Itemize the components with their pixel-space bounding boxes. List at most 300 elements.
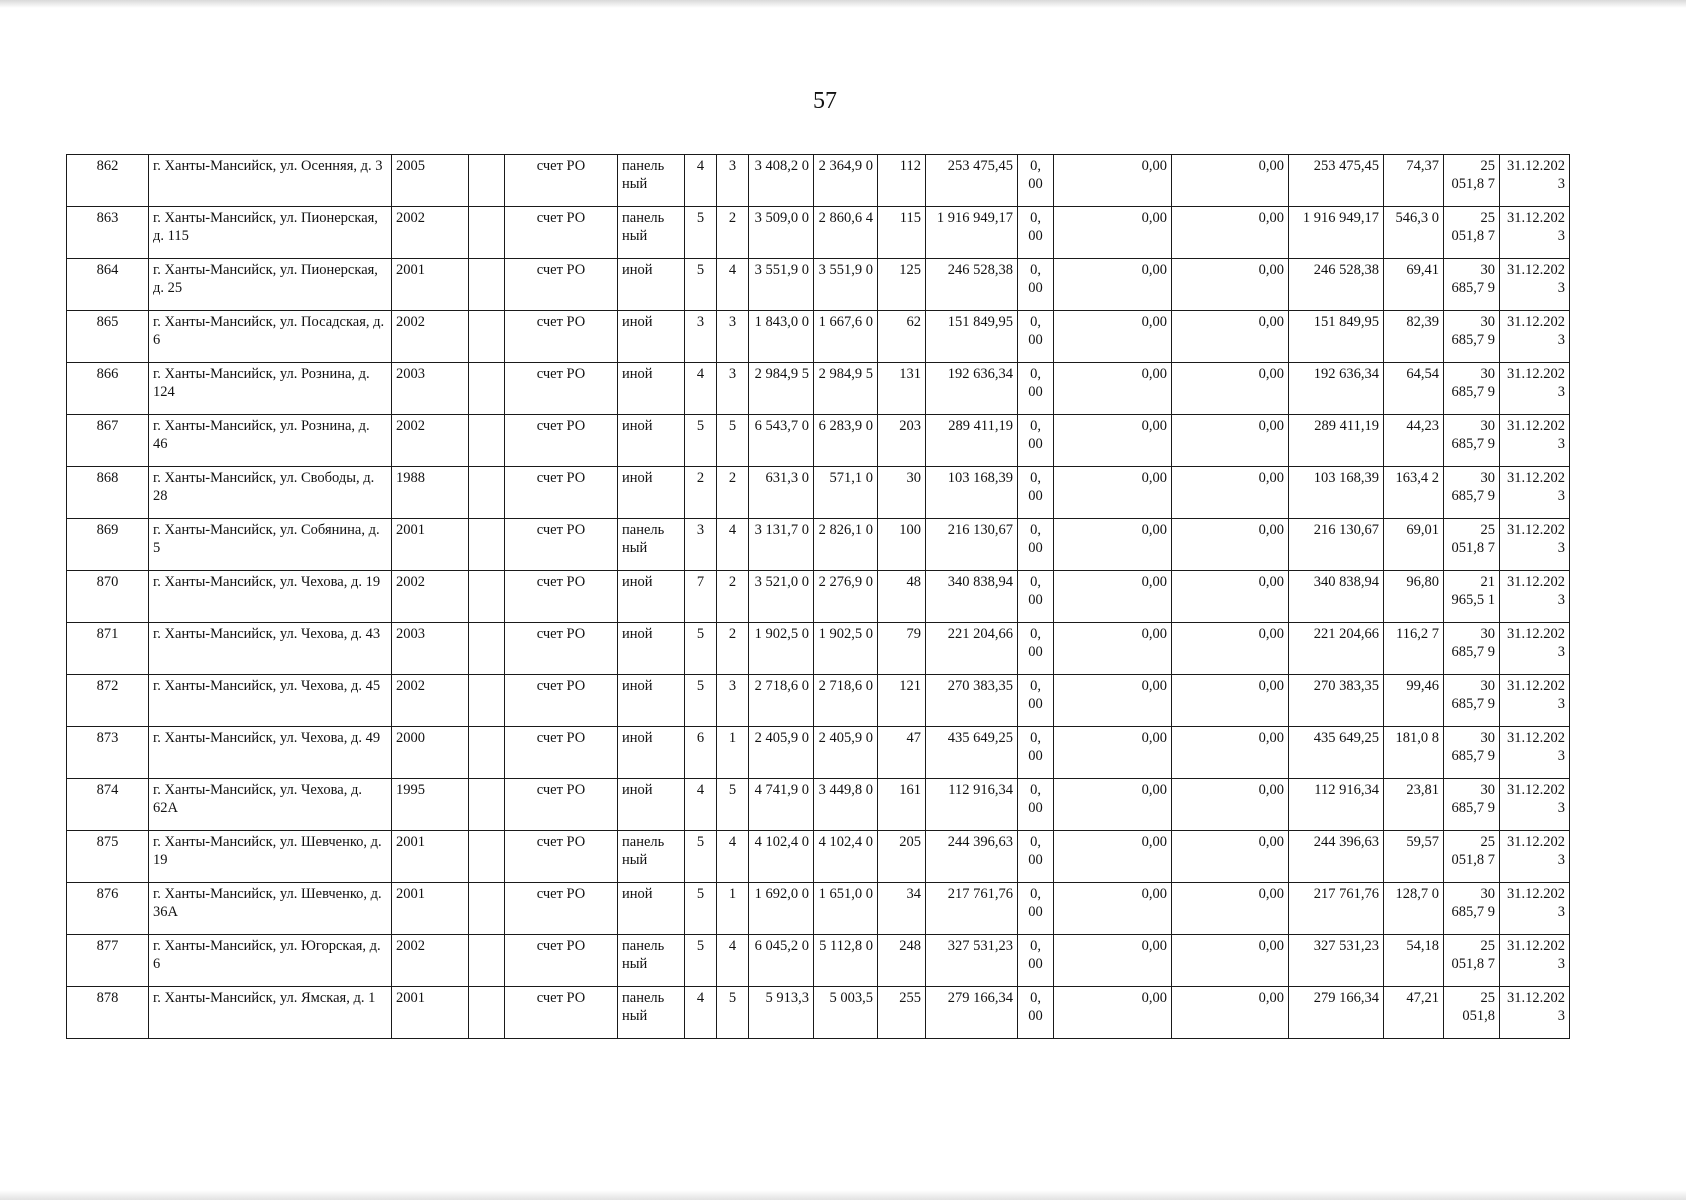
total-cost-cell: 192 636,34 <box>926 363 1018 415</box>
municipal-share-cell: 0,00 <box>1172 883 1289 935</box>
method-cell: счет РО <box>505 155 618 207</box>
floors-cell: 5 <box>685 883 717 935</box>
scan-edge-top <box>0 0 1686 8</box>
total-cost-cell: 279 166,34 <box>926 987 1018 1039</box>
table-row <box>67 623 1570 675</box>
floors-cell: 6 <box>685 727 717 779</box>
total-area-cell: 4 741,9 0 <box>749 779 814 831</box>
address-cell: г. Ханты-Мансийск, ул. Югорская, д. 6 <box>149 935 392 987</box>
row-number: 865 <box>67 311 149 363</box>
owners-share-cell: 217 761,76 <box>1289 883 1384 935</box>
blank-cell <box>469 207 505 259</box>
entrances-cell: 4 <box>717 519 749 571</box>
cost-per-sqm-cell: 64,54 <box>1384 363 1444 415</box>
method-cell: счет РО <box>505 571 618 623</box>
owners-share-cell: 246 528,38 <box>1289 259 1384 311</box>
method-cell: счет РО <box>505 623 618 675</box>
entrances-cell: 2 <box>717 623 749 675</box>
wall-material-cell: панель ный <box>618 831 685 883</box>
floors-cell: 5 <box>685 415 717 467</box>
row-number: 866 <box>67 363 149 415</box>
fund-share-cell: 0, 00 <box>1018 571 1054 623</box>
deadline-cell: 31.12.202 3 <box>1500 415 1570 467</box>
owners-share-cell: 289 411,19 <box>1289 415 1384 467</box>
residents-cell: 48 <box>878 571 926 623</box>
floors-cell: 4 <box>685 779 717 831</box>
blank-cell <box>469 727 505 779</box>
table-row <box>67 207 1570 259</box>
total-cost-cell: 103 168,39 <box>926 467 1018 519</box>
blank-cell <box>469 831 505 883</box>
blank-cell <box>469 883 505 935</box>
row-number: 870 <box>67 571 149 623</box>
cost-per-sqm-cell: 181,0 8 <box>1384 727 1444 779</box>
owners-share-cell: 244 396,63 <box>1289 831 1384 883</box>
residents-cell: 203 <box>878 415 926 467</box>
year-cell: 1995 <box>392 779 469 831</box>
municipal-share-cell: 0,00 <box>1172 831 1289 883</box>
regional-share-cell: 0,00 <box>1054 155 1172 207</box>
total-cost-cell: 327 531,23 <box>926 935 1018 987</box>
total-area-cell: 6 543,7 0 <box>749 415 814 467</box>
residents-cell: 115 <box>878 207 926 259</box>
regional-share-cell: 0,00 <box>1054 259 1172 311</box>
deadline-cell: 31.12.202 3 <box>1500 675 1570 727</box>
total-area-cell: 2 718,6 0 <box>749 675 814 727</box>
municipal-share-cell: 0,00 <box>1172 987 1289 1039</box>
deadline-cell: 31.12.202 3 <box>1500 623 1570 675</box>
total-area-cell: 6 045,2 0 <box>749 935 814 987</box>
year-cell: 2003 <box>392 363 469 415</box>
residents-cell: 131 <box>878 363 926 415</box>
limit-cost-cell: 30 685,7 9 <box>1444 415 1500 467</box>
wall-material-cell: иной <box>618 415 685 467</box>
limit-cost-cell: 30 685,7 9 <box>1444 467 1500 519</box>
total-cost-cell: 253 475,45 <box>926 155 1018 207</box>
total-area-cell: 631,3 0 <box>749 467 814 519</box>
floors-cell: 5 <box>685 207 717 259</box>
entrances-cell: 3 <box>717 311 749 363</box>
total-area-cell: 4 102,4 0 <box>749 831 814 883</box>
wall-material-cell: иной <box>618 311 685 363</box>
total-area-cell: 3 509,0 0 <box>749 207 814 259</box>
year-cell: 2002 <box>392 675 469 727</box>
table-row <box>67 363 1570 415</box>
total-area-cell: 3 551,9 0 <box>749 259 814 311</box>
deadline-cell: 31.12.202 3 <box>1500 571 1570 623</box>
floors-cell: 5 <box>685 675 717 727</box>
year-cell: 2000 <box>392 727 469 779</box>
deadline-cell: 31.12.202 3 <box>1500 727 1570 779</box>
regional-share-cell: 0,00 <box>1054 363 1172 415</box>
regional-share-cell: 0,00 <box>1054 675 1172 727</box>
method-cell: счет РО <box>505 675 618 727</box>
limit-cost-cell: 30 685,7 9 <box>1444 363 1500 415</box>
living-area-cell: 571,1 0 <box>814 467 878 519</box>
year-cell: 2001 <box>392 987 469 1039</box>
regional-share-cell: 0,00 <box>1054 987 1172 1039</box>
entrances-cell: 3 <box>717 675 749 727</box>
living-area-cell: 1 902,5 0 <box>814 623 878 675</box>
total-area-cell: 3 408,2 0 <box>749 155 814 207</box>
municipal-share-cell: 0,00 <box>1172 727 1289 779</box>
total-cost-cell: 246 528,38 <box>926 259 1018 311</box>
regional-share-cell: 0,00 <box>1054 467 1172 519</box>
total-cost-cell: 216 130,67 <box>926 519 1018 571</box>
cost-per-sqm-cell: 54,18 <box>1384 935 1444 987</box>
entrances-cell: 5 <box>717 987 749 1039</box>
fund-share-cell: 0, 00 <box>1018 727 1054 779</box>
year-cell: 2002 <box>392 935 469 987</box>
living-area-cell: 4 102,4 0 <box>814 831 878 883</box>
floors-cell: 5 <box>685 259 717 311</box>
scan-edge-bottom <box>0 1190 1686 1200</box>
entrances-cell: 5 <box>717 415 749 467</box>
method-cell: счет РО <box>505 207 618 259</box>
residents-cell: 205 <box>878 831 926 883</box>
wall-material-cell: панель ный <box>618 519 685 571</box>
wall-material-cell: иной <box>618 675 685 727</box>
limit-cost-cell: 30 685,7 9 <box>1444 311 1500 363</box>
year-cell: 2001 <box>392 883 469 935</box>
residents-cell: 112 <box>878 155 926 207</box>
entrances-cell: 4 <box>717 831 749 883</box>
blank-cell <box>469 675 505 727</box>
living-area-cell: 5 112,8 0 <box>814 935 878 987</box>
deadline-cell: 31.12.202 3 <box>1500 987 1570 1039</box>
cost-per-sqm-cell: 96,80 <box>1384 571 1444 623</box>
deadline-cell: 31.12.202 3 <box>1500 831 1570 883</box>
owners-share-cell: 253 475,45 <box>1289 155 1384 207</box>
fund-share-cell: 0, 00 <box>1018 987 1054 1039</box>
residents-cell: 248 <box>878 935 926 987</box>
total-cost-cell: 1 916 949,17 <box>926 207 1018 259</box>
wall-material-cell: панель ный <box>618 987 685 1039</box>
housing-registry-table <box>66 154 1570 1039</box>
regional-share-cell: 0,00 <box>1054 623 1172 675</box>
method-cell: счет РО <box>505 519 618 571</box>
address-cell: г. Ханты-Мансийск, ул. Пионерская, д. 115 <box>149 207 392 259</box>
fund-share-cell: 0, 00 <box>1018 623 1054 675</box>
limit-cost-cell: 30 685,7 9 <box>1444 259 1500 311</box>
living-area-cell: 2 826,1 0 <box>814 519 878 571</box>
floors-cell: 4 <box>685 987 717 1039</box>
total-area-cell: 3 521,0 0 <box>749 571 814 623</box>
wall-material-cell: иной <box>618 467 685 519</box>
floors-cell: 3 <box>685 311 717 363</box>
limit-cost-cell: 30 685,7 9 <box>1444 727 1500 779</box>
municipal-share-cell: 0,00 <box>1172 259 1289 311</box>
year-cell: 2002 <box>392 571 469 623</box>
method-cell: счет РО <box>505 883 618 935</box>
total-cost-cell: 340 838,94 <box>926 571 1018 623</box>
table-row <box>67 571 1570 623</box>
wall-material-cell: иной <box>618 779 685 831</box>
deadline-cell: 31.12.202 3 <box>1500 155 1570 207</box>
method-cell: счет РО <box>505 311 618 363</box>
table-row <box>67 675 1570 727</box>
municipal-share-cell: 0,00 <box>1172 571 1289 623</box>
method-cell: счет РО <box>505 831 618 883</box>
cost-per-sqm-cell: 23,81 <box>1384 779 1444 831</box>
total-area-cell: 1 902,5 0 <box>749 623 814 675</box>
fund-share-cell: 0, 00 <box>1018 155 1054 207</box>
cost-per-sqm-cell: 74,37 <box>1384 155 1444 207</box>
method-cell: счет РО <box>505 363 618 415</box>
blank-cell <box>469 623 505 675</box>
residents-cell: 30 <box>878 467 926 519</box>
fund-share-cell: 0, 00 <box>1018 831 1054 883</box>
year-cell: 1988 <box>392 467 469 519</box>
limit-cost-cell: 25 051,8 <box>1444 987 1500 1039</box>
method-cell: счет РО <box>505 987 618 1039</box>
residents-cell: 121 <box>878 675 926 727</box>
address-cell: г. Ханты-Мансийск, ул. Ямская, д. 1 <box>149 987 392 1039</box>
fund-share-cell: 0, 00 <box>1018 207 1054 259</box>
fund-share-cell: 0, 00 <box>1018 415 1054 467</box>
owners-share-cell: 435 649,25 <box>1289 727 1384 779</box>
page-number: 57 <box>813 88 837 114</box>
row-number: 878 <box>67 987 149 1039</box>
address-cell: г. Ханты-Мансийск, ул. Рознина, д. 124 <box>149 363 392 415</box>
table-row <box>67 415 1570 467</box>
blank-cell <box>469 311 505 363</box>
method-cell: счет РО <box>505 727 618 779</box>
municipal-share-cell: 0,00 <box>1172 935 1289 987</box>
row-number: 863 <box>67 207 149 259</box>
address-cell: г. Ханты-Мансийск, ул. Шевченко, д. 36А <box>149 883 392 935</box>
deadline-cell: 31.12.202 3 <box>1500 363 1570 415</box>
municipal-share-cell: 0,00 <box>1172 467 1289 519</box>
table-row <box>67 935 1570 987</box>
municipal-share-cell: 0,00 <box>1172 155 1289 207</box>
municipal-share-cell: 0,00 <box>1172 207 1289 259</box>
cost-per-sqm-cell: 163,4 2 <box>1384 467 1444 519</box>
living-area-cell: 1 651,0 0 <box>814 883 878 935</box>
cost-per-sqm-cell: 69,01 <box>1384 519 1444 571</box>
entrances-cell: 1 <box>717 883 749 935</box>
fund-share-cell: 0, 00 <box>1018 259 1054 311</box>
wall-material-cell: панель ный <box>618 935 685 987</box>
municipal-share-cell: 0,00 <box>1172 415 1289 467</box>
blank-cell <box>469 935 505 987</box>
floors-cell: 4 <box>685 363 717 415</box>
living-area-cell: 3 551,9 0 <box>814 259 878 311</box>
living-area-cell: 2 718,6 0 <box>814 675 878 727</box>
blank-cell <box>469 571 505 623</box>
address-cell: г. Ханты-Мансийск, ул. Шевченко, д. 19 <box>149 831 392 883</box>
regional-share-cell: 0,00 <box>1054 779 1172 831</box>
address-cell: г. Ханты-Мансийск, ул. Собянина, д. 5 <box>149 519 392 571</box>
floors-cell: 3 <box>685 519 717 571</box>
wall-material-cell: панель ный <box>618 207 685 259</box>
wall-material-cell: иной <box>618 363 685 415</box>
regional-share-cell: 0,00 <box>1054 519 1172 571</box>
owners-share-cell: 1 916 949,17 <box>1289 207 1384 259</box>
regional-share-cell: 0,00 <box>1054 935 1172 987</box>
wall-material-cell: иной <box>618 883 685 935</box>
regional-share-cell: 0,00 <box>1054 831 1172 883</box>
blank-cell <box>469 987 505 1039</box>
entrances-cell: 3 <box>717 363 749 415</box>
limit-cost-cell: 25 051,8 7 <box>1444 831 1500 883</box>
total-cost-cell: 435 649,25 <box>926 727 1018 779</box>
regional-share-cell: 0,00 <box>1054 883 1172 935</box>
address-cell: г. Ханты-Мансийск, ул. Осенняя, д. 3 <box>149 155 392 207</box>
owners-share-cell: 270 383,35 <box>1289 675 1384 727</box>
row-number: 876 <box>67 883 149 935</box>
table-row <box>67 727 1570 779</box>
entrances-cell: 2 <box>717 207 749 259</box>
address-cell: г. Ханты-Мансийск, ул. Свободы, д. 28 <box>149 467 392 519</box>
fund-share-cell: 0, 00 <box>1018 935 1054 987</box>
blank-cell <box>469 467 505 519</box>
residents-cell: 47 <box>878 727 926 779</box>
row-number: 868 <box>67 467 149 519</box>
floors-cell: 5 <box>685 623 717 675</box>
limit-cost-cell: 25 051,8 7 <box>1444 155 1500 207</box>
owners-share-cell: 279 166,34 <box>1289 987 1384 1039</box>
cost-per-sqm-cell: 99,46 <box>1384 675 1444 727</box>
row-number: 875 <box>67 831 149 883</box>
municipal-share-cell: 0,00 <box>1172 363 1289 415</box>
table-row <box>67 883 1570 935</box>
floors-cell: 4 <box>685 155 717 207</box>
cost-per-sqm-cell: 128,7 0 <box>1384 883 1444 935</box>
address-cell: г. Ханты-Мансийск, ул. Пионерская, д. 25 <box>149 259 392 311</box>
entrances-cell: 5 <box>717 779 749 831</box>
cost-per-sqm-cell: 116,2 7 <box>1384 623 1444 675</box>
limit-cost-cell: 30 685,7 9 <box>1444 675 1500 727</box>
regional-share-cell: 0,00 <box>1054 311 1172 363</box>
row-number: 872 <box>67 675 149 727</box>
table-row <box>67 519 1570 571</box>
deadline-cell: 31.12.202 3 <box>1500 883 1570 935</box>
fund-share-cell: 0, 00 <box>1018 883 1054 935</box>
total-cost-cell: 270 383,35 <box>926 675 1018 727</box>
regional-share-cell: 0,00 <box>1054 727 1172 779</box>
total-area-cell: 3 131,7 0 <box>749 519 814 571</box>
fund-share-cell: 0, 00 <box>1018 467 1054 519</box>
floors-cell: 5 <box>685 831 717 883</box>
municipal-share-cell: 0,00 <box>1172 519 1289 571</box>
row-number: 864 <box>67 259 149 311</box>
fund-share-cell: 0, 00 <box>1018 779 1054 831</box>
wall-material-cell: иной <box>618 259 685 311</box>
living-area-cell: 2 276,9 0 <box>814 571 878 623</box>
total-cost-cell: 221 204,66 <box>926 623 1018 675</box>
method-cell: счет РО <box>505 935 618 987</box>
row-number: 867 <box>67 415 149 467</box>
fund-share-cell: 0, 00 <box>1018 675 1054 727</box>
living-area-cell: 2 364,9 0 <box>814 155 878 207</box>
method-cell: счет РО <box>505 779 618 831</box>
table-row <box>67 155 1570 207</box>
method-cell: счет РО <box>505 415 618 467</box>
blank-cell <box>469 415 505 467</box>
limit-cost-cell: 21 965,5 1 <box>1444 571 1500 623</box>
deadline-cell: 31.12.202 3 <box>1500 311 1570 363</box>
living-area-cell: 2 984,9 5 <box>814 363 878 415</box>
deadline-cell: 31.12.202 3 <box>1500 779 1570 831</box>
living-area-cell: 1 667,6 0 <box>814 311 878 363</box>
limit-cost-cell: 25 051,8 7 <box>1444 935 1500 987</box>
row-number: 874 <box>67 779 149 831</box>
cost-per-sqm-cell: 69,41 <box>1384 259 1444 311</box>
limit-cost-cell: 30 685,7 9 <box>1444 623 1500 675</box>
owners-share-cell: 192 636,34 <box>1289 363 1384 415</box>
year-cell: 2002 <box>392 207 469 259</box>
owners-share-cell: 216 130,67 <box>1289 519 1384 571</box>
limit-cost-cell: 30 685,7 9 <box>1444 883 1500 935</box>
floors-cell: 2 <box>685 467 717 519</box>
address-cell: г. Ханты-Мансийск, ул. Чехова, д. 19 <box>149 571 392 623</box>
address-cell: г. Ханты-Мансийск, ул. Чехова, д. 45 <box>149 675 392 727</box>
residents-cell: 161 <box>878 779 926 831</box>
deadline-cell: 31.12.202 3 <box>1500 259 1570 311</box>
limit-cost-cell: 25 051,8 7 <box>1444 519 1500 571</box>
floors-cell: 5 <box>685 935 717 987</box>
blank-cell <box>469 363 505 415</box>
year-cell: 2001 <box>392 831 469 883</box>
municipal-share-cell: 0,00 <box>1172 675 1289 727</box>
residents-cell: 79 <box>878 623 926 675</box>
living-area-cell: 2 405,9 0 <box>814 727 878 779</box>
address-cell: г. Ханты-Мансийск, ул. Чехова, д. 43 <box>149 623 392 675</box>
cost-per-sqm-cell: 47,21 <box>1384 987 1444 1039</box>
year-cell: 2001 <box>392 259 469 311</box>
regional-share-cell: 0,00 <box>1054 571 1172 623</box>
total-area-cell: 5 913,3 <box>749 987 814 1039</box>
table-row <box>67 311 1570 363</box>
year-cell: 2003 <box>392 623 469 675</box>
cost-per-sqm-cell: 82,39 <box>1384 311 1444 363</box>
row-number: 869 <box>67 519 149 571</box>
residents-cell: 255 <box>878 987 926 1039</box>
wall-material-cell: иной <box>618 727 685 779</box>
total-area-cell: 2 405,9 0 <box>749 727 814 779</box>
year-cell: 2002 <box>392 415 469 467</box>
year-cell: 2001 <box>392 519 469 571</box>
blank-cell <box>469 155 505 207</box>
year-cell: 2005 <box>392 155 469 207</box>
table-row <box>67 467 1570 519</box>
municipal-share-cell: 0,00 <box>1172 623 1289 675</box>
wall-material-cell: панель ный <box>618 155 685 207</box>
deadline-cell: 31.12.202 3 <box>1500 519 1570 571</box>
entrances-cell: 2 <box>717 571 749 623</box>
residents-cell: 62 <box>878 311 926 363</box>
cost-per-sqm-cell: 44,23 <box>1384 415 1444 467</box>
total-cost-cell: 112 916,34 <box>926 779 1018 831</box>
entrances-cell: 4 <box>717 935 749 987</box>
blank-cell <box>469 259 505 311</box>
living-area-cell: 6 283,9 0 <box>814 415 878 467</box>
table-row <box>67 259 1570 311</box>
cost-per-sqm-cell: 546,3 0 <box>1384 207 1444 259</box>
table-body <box>67 155 1570 1039</box>
total-cost-cell: 289 411,19 <box>926 415 1018 467</box>
entrances-cell: 2 <box>717 467 749 519</box>
total-area-cell: 1 692,0 0 <box>749 883 814 935</box>
deadline-cell: 31.12.202 3 <box>1500 467 1570 519</box>
residents-cell: 125 <box>878 259 926 311</box>
owners-share-cell: 112 916,34 <box>1289 779 1384 831</box>
owners-share-cell: 221 204,66 <box>1289 623 1384 675</box>
living-area-cell: 5 003,5 <box>814 987 878 1039</box>
method-cell: счет РО <box>505 259 618 311</box>
row-number: 877 <box>67 935 149 987</box>
